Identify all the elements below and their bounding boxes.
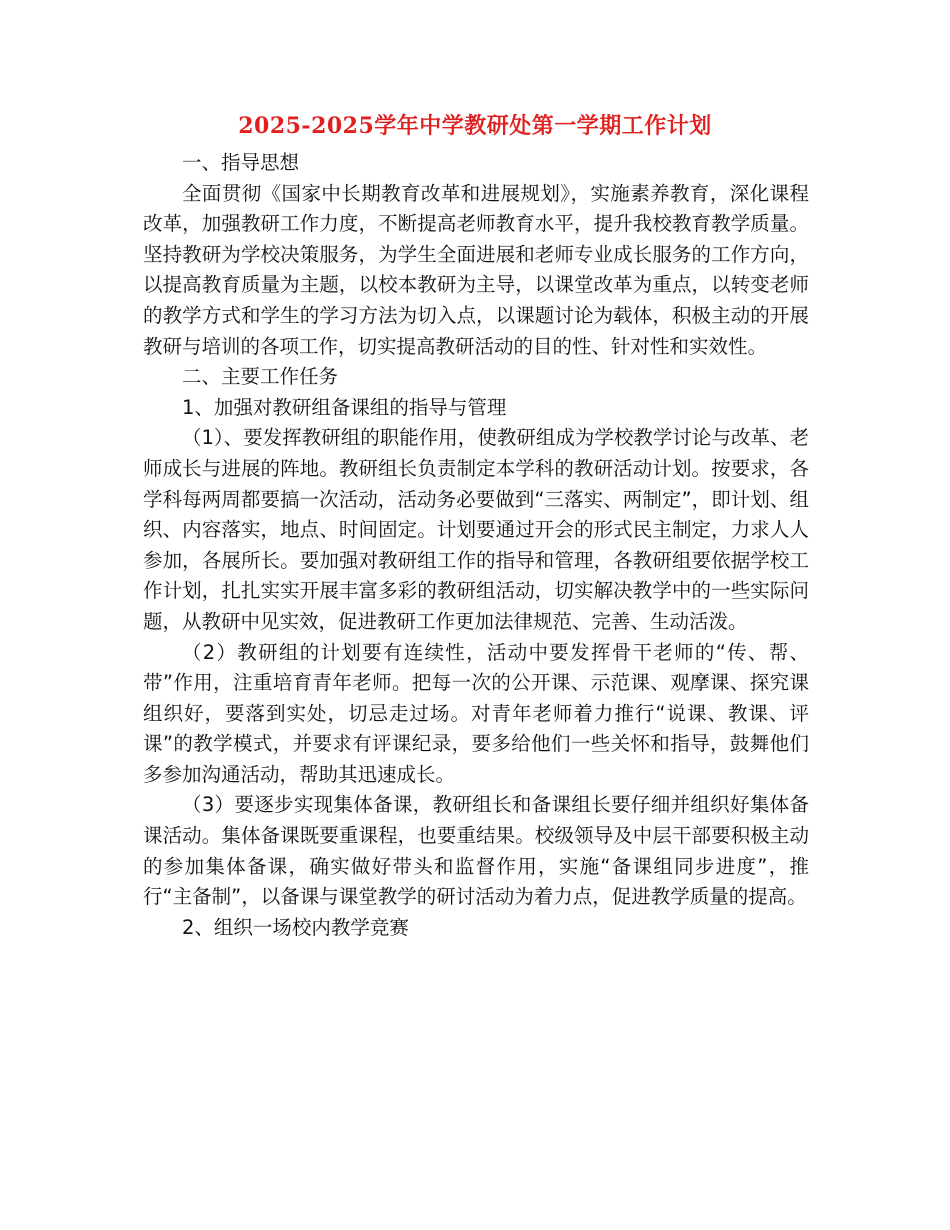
paragraph-item-3: （3）要逐步实现集体备课，教研组长和备课组长要仔细并组织好集体备课活动。集体备课既要重课程，也要重结果。校级领导及中层干部要积极主动的参加集体备课，确实做好带头和监督作用，实施“备课组同步进度”，推行“主备制”，以备课与课堂教学的研讨活动为着力点，促进教学质量的提高。 <box>143 793 809 909</box>
paragraph-item-1: （1）、要发挥教研组的职能作用，使教研组成为学校教学讨论与改革、老师成长与进展的阵地。教研组长负责制定本学科的教研活动计划。按要求，各学科每两周都要搞一次活动，活动务必要做到“三落实、两制定”，即计划、组织、内容落实，地点、时间固定。计划要通过开会的形式民主制定，力求人人参加，各展所长。要加强对教研组工作的指导和管理，各教研组要依据学校工作计划，扎扎实实开展丰富多彩的教研组活动，切实解决教学中的一些实际问题，从教研中见实效，促进教研工作更加法律规范、完善、生动活泼。 <box>143 426 809 633</box>
section-heading-main-tasks: 二、主要工作任务 <box>182 365 339 389</box>
document-body <box>143 148 809 943</box>
paragraph-guiding-ideology: 全面贯彻《国家中长期教育改革和进展规划》，实施素养教育，深化课程改革，加强教研工作力度，不断提高老师教育水平，提升我校教育教学质量。坚持教研为学校决策服务，为学生全面进展和老师专业成长服务的工作方向，以提高教育质量为主题，以校本教研为主导，以课堂改革为重点，以转变老师的教学方式和学生的学习方法为切入点，以课题讨论为载体，积极主动的开展教研与培训的各项工作，切实提高教研活动的目的性、针对性和实效性。 <box>143 181 809 358</box>
subsection-heading-1: 1、加强对教研组备课组的指导与管理 <box>182 395 507 419</box>
paragraph-item-2: （2）教研组的计划要有连续性，活动中要发挥骨干老师的“传、帮、带”作用，注重培育青年老师。把每一次的公开课、示范课、观摩课、探究课组织好，要落到实处，切忌走过场。对青年老师着力推行“说课、教课、评课”的教学模式，并要求有评课纪录，要多给他们一些关怀和指导，鼓舞他们多参加沟通活动，帮助其迅速成长。 <box>143 640 809 786</box>
document-title: 2025-2025学年中学教研处第一学期工作计划 <box>238 113 712 139</box>
subsection-heading-2: 2、组织一场校内教学竞赛 <box>182 915 409 939</box>
section-heading-guiding-ideology: 一、指导思想 <box>182 151 300 174</box>
